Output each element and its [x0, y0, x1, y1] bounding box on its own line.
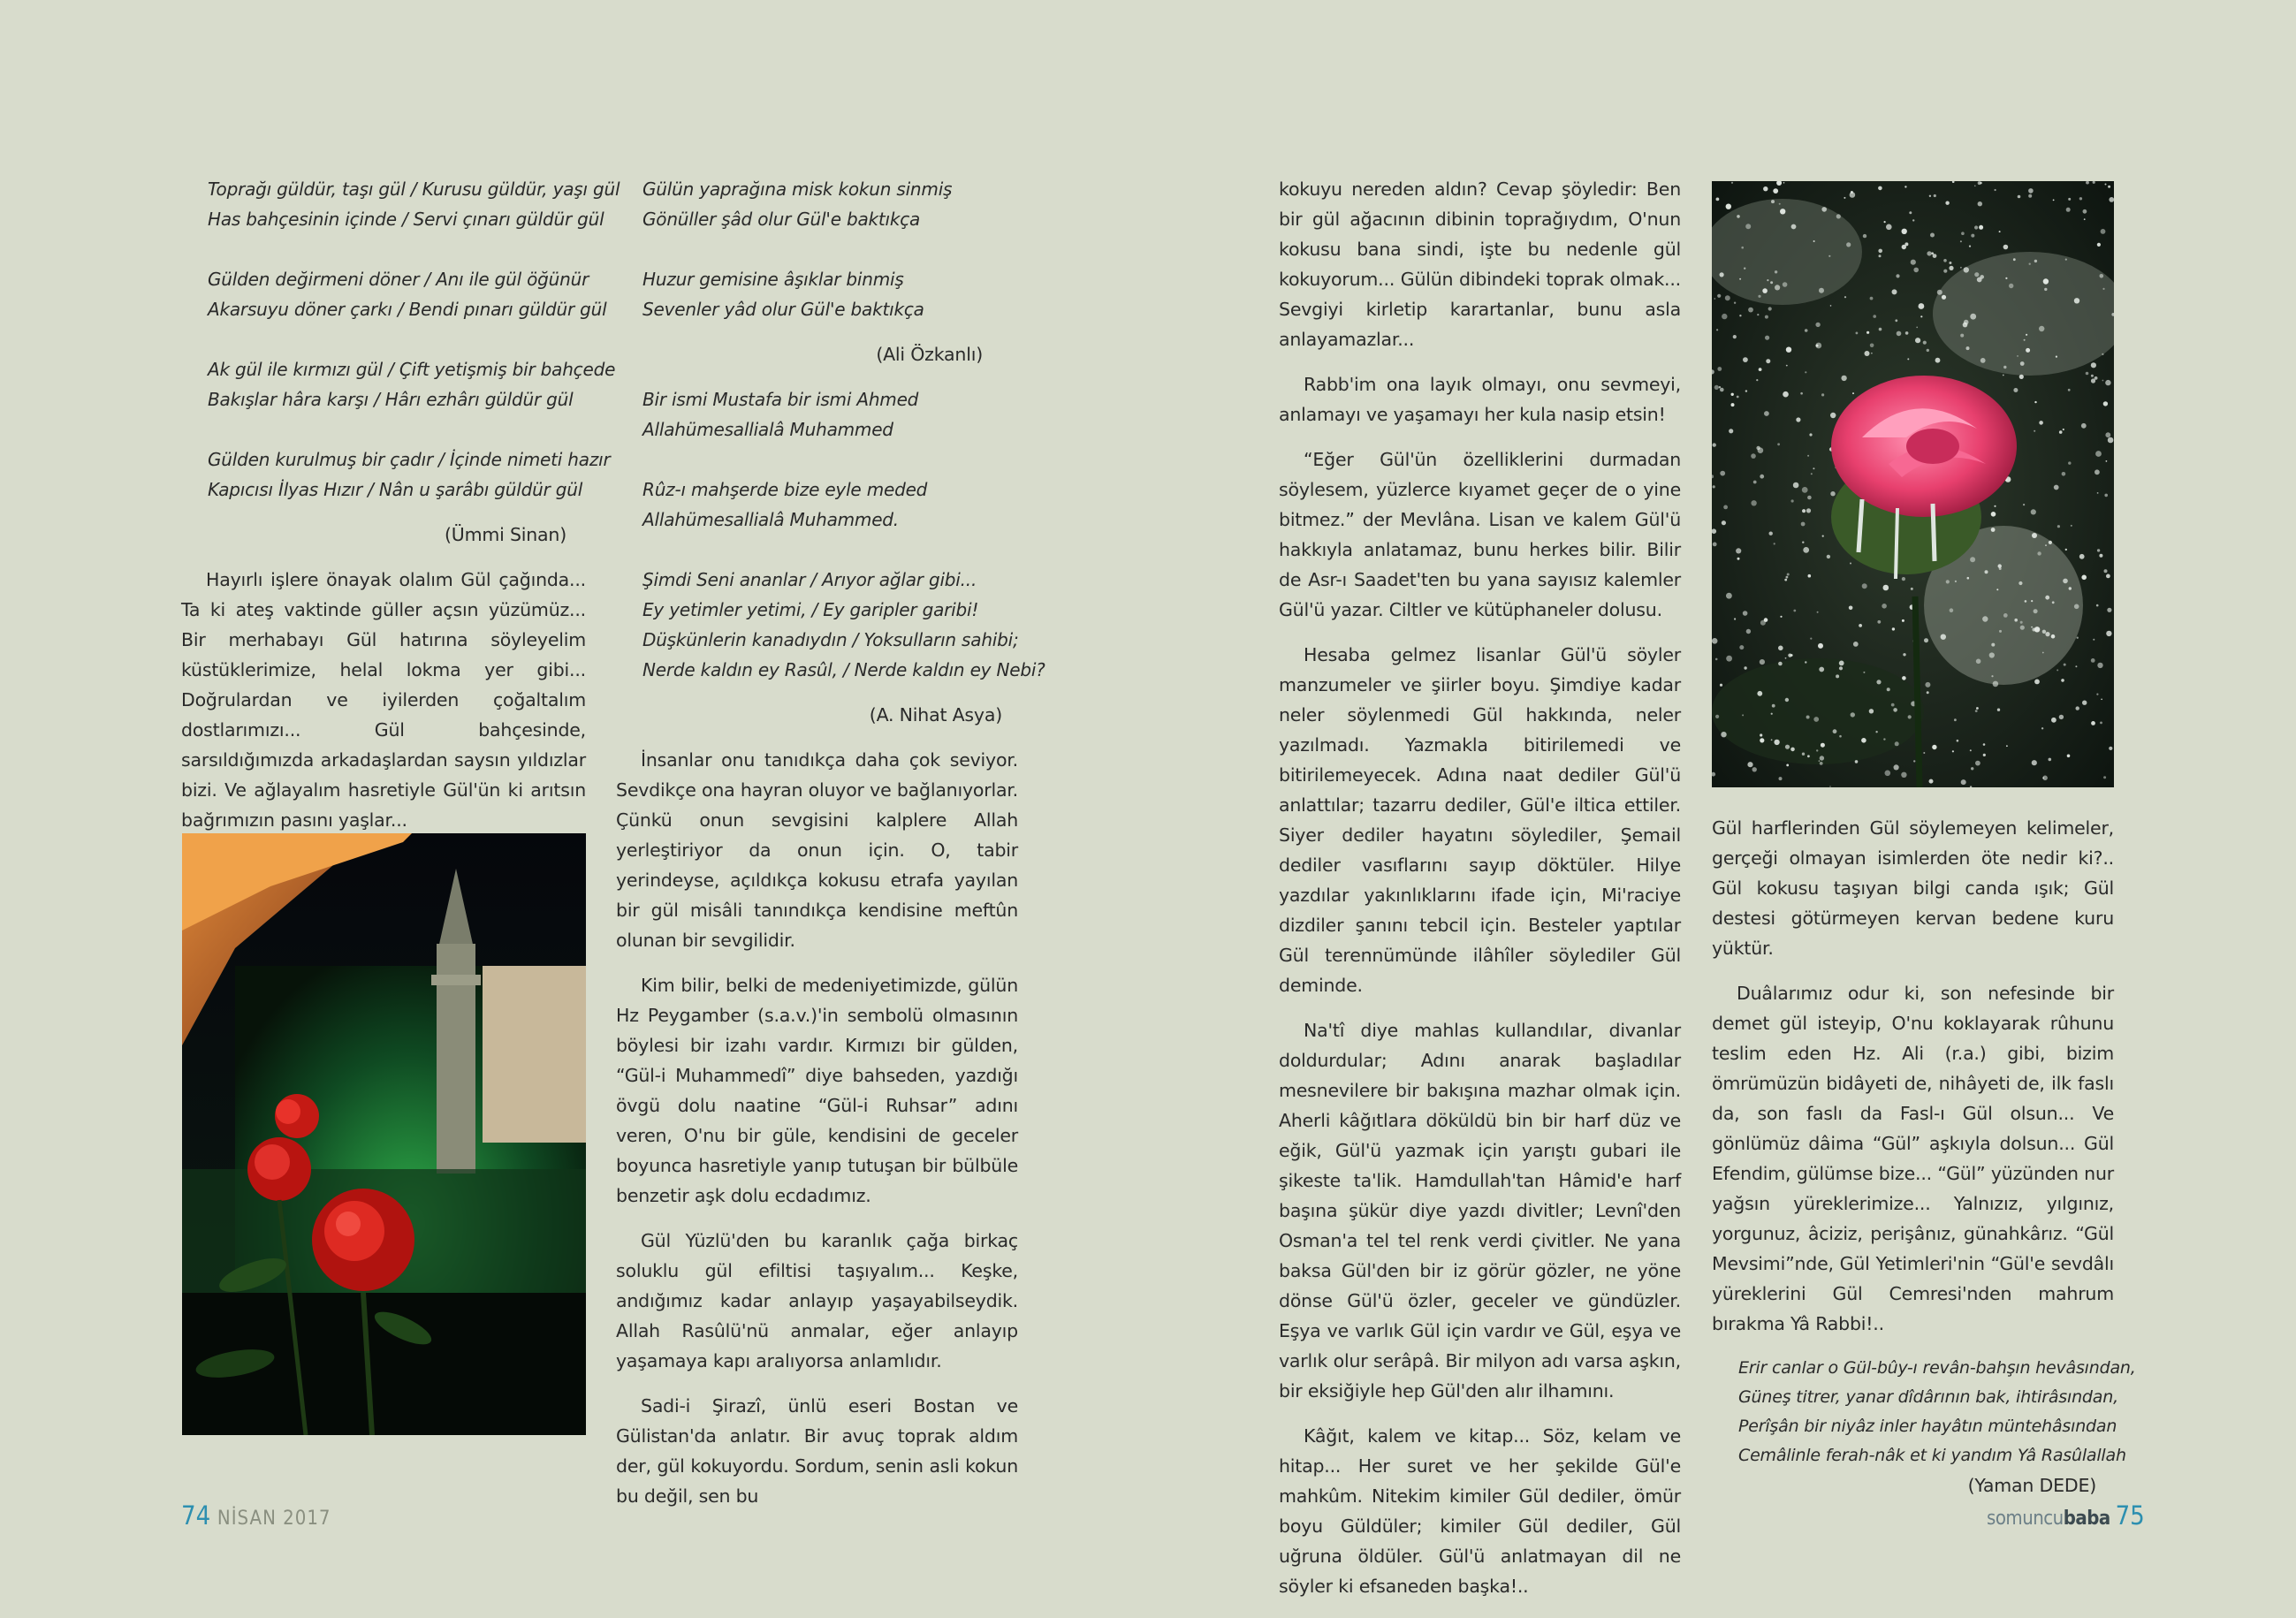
poem-line: Nerde kaldın ey Rasûl, / Nerde kaldın ey Nebi? [642, 659, 1045, 680]
paragraph: Duâlarımız odur ki, son nefesinde bir demet gül isteyip, O'nu koklayarak rûhunu teslim eden Hz. Ali (r.a.) gibi, bizim ömrümüzün bidâyeti de, nihâyeti de, ilk faslı da, son faslı da Fasl-ı Gül olsun... Ve gönlümüz dâima “Gül” aşkıyla dolsun... Gül Efendim, gülümse bize... “Gül” yüzünden nur yağsın yüreklerimize... Yalnızız, yılgınız, yorgunuz, âciziz, perişânız, günahkârız. “Gül Mevsimi”nde, Gül Yetimleri'nin “Gül'e sevdâlı yüreklerini Gül Cemresi'nden mahrum bırakma Yâ Rabbi!.. [1712, 983, 2114, 1334]
poem-line: Gülden değirmeni döner / Anı ile gül öğünür [208, 269, 589, 290]
poem-line: Bakışlar hâra karşı / Hârı ezhârı güldür gül [208, 389, 574, 410]
paragraph: Rabb'im ona layık olmayı, onu sevmeyi, anlamayı ve yaşamayı her kula nasip etsin! [1279, 374, 1681, 425]
poem-line: Şimdi Seni ananlar / Arıyor ağlar gibi... [642, 569, 977, 590]
right-column-1 [1279, 174, 1681, 1616]
night-mosque-red-roses-photo [182, 833, 586, 1435]
poem-attribution-nihat-asya: (A. Nihat Asya) [869, 704, 1002, 725]
poem-line: Erir canlar o Gül-bûy-ı revân-bahşın hevâsından, [1738, 1358, 2136, 1378]
poem-line: Sevenler yâd olur Gül'e baktıkça [642, 299, 924, 320]
poem-line: Rûz-ı mahşerde bize eyle meded [642, 479, 928, 500]
poem-line: Perîşân bir niyâz inler hayâtın müntehâsından [1738, 1417, 2117, 1436]
poem-attribution-yaman-dede: (Yaman DEDE) [1967, 1475, 2096, 1496]
paragraph: Gül harflerinden Gül söylemeyen kelimeler, gerçeği olmayan isimlerden öte nedir ki?.. Gül kokusu taşıyan bilgi canda ışık; Gül destesi götürmeyen kervan bedene kuru yüktür. [1712, 817, 2114, 959]
left-column-1 [181, 174, 620, 850]
poem-line: Cemâlinle ferah-nâk et ki yandım Yâ Rasûlallah [1738, 1446, 2126, 1465]
poem-line: Toprağı güldür, taşı gül / Kurusu güldür, yaşı gül [208, 179, 620, 200]
poem-line: Gönüller şâd olur Gül'e baktıkça [642, 209, 921, 230]
poem-stanza [642, 384, 1018, 444]
poem-attribution-ummi-sinan: (Ümmi Sinan) [444, 524, 566, 545]
poem-stanza [208, 174, 620, 234]
paragraph: Hesaba gelmez lisanlar Gül'ü söyler manzumeler ve şiirler boyu. Şimdiye kadar neler söylenmedi Gül hakkında, neler yazılmadı. Yazmakla bitirilemedi ve bitirilemeyecek. Adına naat dediler Gül'ü anlattılar; tazarru dediler, Gül'e iltica ettiler. Siyer dediler hayatını söylediler, Şemail dediler vasıflarını sayıp döktüler. Hilye yazdılar yakınlıklarını ifade için, Mi'raciye dizdiler şanını tebcil için. Besteler yaptılar Gül terennümünde ilâhîler söylediler Gül deminde. [1279, 644, 1681, 996]
poem-line: Gülün yaprağına misk kokun sinmiş [642, 179, 953, 200]
poem-line: Ak gül ile kırmızı gül / Çift yetişmiş bir bahçede [208, 359, 616, 380]
poem-line: Gülden kurulmuş bir çadır / İçinde nimeti hazır [208, 449, 611, 470]
paragraph: Gül Yüzlü'den bu karanlık çağa birkaç soluklu gül efiltisi taşıyalım... Keşke, andığımız kadar anlayıp yaşayabilseydik. Allah Rasûlü'nü anmalar, eğer anlayıp yaşamaya kapı aralıyorsa anlamlıdır. [616, 1230, 1018, 1371]
left-page-folio [181, 1500, 331, 1531]
ummi-sinan-poem [181, 174, 620, 505]
poem-line: Huzur gemisine âşıklar binmiş [642, 269, 904, 290]
right-column-2 [1712, 813, 2136, 1515]
nihat-asya-poem [616, 384, 1045, 685]
pink-rose-in-rain-photo [1712, 181, 2114, 787]
paragraph: kokuyu nereden aldın? Cevap şöyledir: Ben bir gül ağacının dibinin toprağıydım, O'nun kokusu bana sindi, işte bu nedenle gül kokuyorum... Gülün dibindeki toprak olmak... Sevgiyi kirletip karartanlar, bunu asla anlayamazlar... [1279, 179, 1681, 350]
poem-line: Allahümesallialâ Muhammed. [642, 509, 899, 530]
poem-stanza [208, 354, 616, 414]
paragraph: Kim bilir, belki de medeniyetimizde, gülün Hz Peygamber (s.a.v.)'in sembolü olmasının böylesi bir izahı vardır. Kırmızı bir gülden, “Gül-i Muhammedî” diye bahseden, yazdığı övgü dolu naatine “Gül-i Ruhsar” adını veren, O'nu bir güle, kendisini de geceler boyunca hasretiyle yanıp tutuşan bir bülbüle benzetir aşk dolu ecdadımız. [616, 975, 1018, 1206]
left-column-2 [616, 174, 1045, 1526]
page-number: 75 [2115, 1500, 2145, 1531]
poem-line: Güneş titrer, yanar dîdârının bak, ihtirâsından, [1738, 1387, 2118, 1407]
right-page-folio [1987, 1500, 2145, 1531]
ali-ozkanli-poem [616, 174, 1018, 324]
poem-stanza [642, 264, 1018, 324]
poem-attribution-ali-ozkanli: (Ali Özkanlı) [876, 344, 983, 365]
poem-stanza [642, 174, 1018, 234]
poem-line: Kapıcısı İlyas Hızır / Nân u şarâbı güldür gül [208, 479, 583, 500]
magazine-logo: somuncubaba [1987, 1508, 2110, 1530]
yaman-dede-poem [1712, 1354, 2136, 1470]
poem-line: Ey yetimler yetimi, / Ey garipler garibi! [642, 599, 979, 620]
poem-stanza [208, 264, 607, 324]
poem-line: Allahümesallialâ Muhammed [642, 419, 893, 440]
page-number: 74 [181, 1500, 211, 1531]
poem-stanza [642, 565, 1045, 685]
poem-stanza [208, 444, 611, 505]
poem-line: Bir ismi Mustafa bir ismi Ahmed [642, 389, 919, 410]
poem-stanza [642, 475, 1018, 535]
issue-date: NİSAN 2017 [217, 1508, 331, 1530]
poem-line: Akarsuyu döner çarkı / Bendi pınarı güldür gül [208, 299, 607, 320]
paragraph: Na'tî diye mahlas kullandılar, divanlar doldurdular; Adını anarak başladılar mesnevilere bir bakışına mazhar olmak için. Aherli kâğıtlara döküldü bin bir harf düz ve eğik, Gül'ü yazmak için yarıştı gubari ile şikeste ta'lik. Hamdullah'tan Hâmid'e harf başına şükür diye yazdı divitler; Levnî'den Osman'a tel tel renk verdi çivitler. Ne yana baksa Gül'den bir iz görür gözler, ne yöne dönse Gül'ü özler, geceler ve gündüzler. Eşya ve varlık Gül için vardır ve Gül, eşya ve varlık olur serâpâ. Bir milyon adı varsa aşkın, bir eksiğiyle hep Gül'den alır ilhamını. [1279, 1020, 1681, 1402]
paragraph: “Eğer Gül'ün özelliklerini durmadan söylesem, yüzlerce kıyamet geçer de o yine bitmez.” der Mevlâna. Lisan ve kalem Gül'ü hakkıyla anlatamaz, bunu herkes bilir. Bilir de Asr-ı Saadet'ten bu yana sayısız kalemler Gül'ü yazar. Ciltler ve kütüphaneler dolusu. [1279, 449, 1681, 620]
paragraph: Hayırlı işlere önayak olalım Gül çağında... Ta ki ateş vaktinde güller açsın yüzümüz... Bir merhabayı Gül hatırına söyleyelim küstüklerimize, helal lokma yer gibi... Doğrulardan ve iyilerden çoğaltalım dostlarımızı... Gül bahçesinde, sarsıldığımızda arkadaşlardan saysın yıldızlar bizi. Ve ağlayalım hasretiyle Gül'ün ki arıtsın bağrımızın pasını yaşlar... [181, 569, 586, 831]
paragraph: Kâğıt, kalem ve kitap... Söz, kelam ve hitap... Her suret ve her şekilde Gül'e mahkûm. Nitekim kimiler Gül dediler, ömür boyu Güldüler; kimiler Gül dediler, Gül uğruna öldüler. Gül'ü anlatmayan dil ne söyler ki efsaneden başka!.. [1279, 1425, 1681, 1597]
paragraph: Sadi-i Şirazî, ünlü eseri Bostan ve Gülistan'da anlatır. Bir avuç toprak aldım der, gül kokuyordu. Sordum, senin asli kokun bu değil, sen bu [616, 1395, 1018, 1507]
poem-line: Düşkünlerin kanadıydın / Yoksulların sahibi; [642, 629, 1019, 650]
paragraph: İnsanlar onu tanıdıkça daha çok seviyor. Sevdikçe ona hayran oluyor ve bağlanıyorlar. Çünkü onun sevgisini kalplere Allah yerleştiriyor da onun için. O, tabir yerindeyse, açıldıkça kokusu etrafa yayılan bir gül misâli tanındıkça kendisine meftûn olunan bir sevgilidir. [616, 749, 1018, 951]
poem-line: Has bahçesinin içinde / Servi çınarı güldür gül [208, 209, 604, 230]
